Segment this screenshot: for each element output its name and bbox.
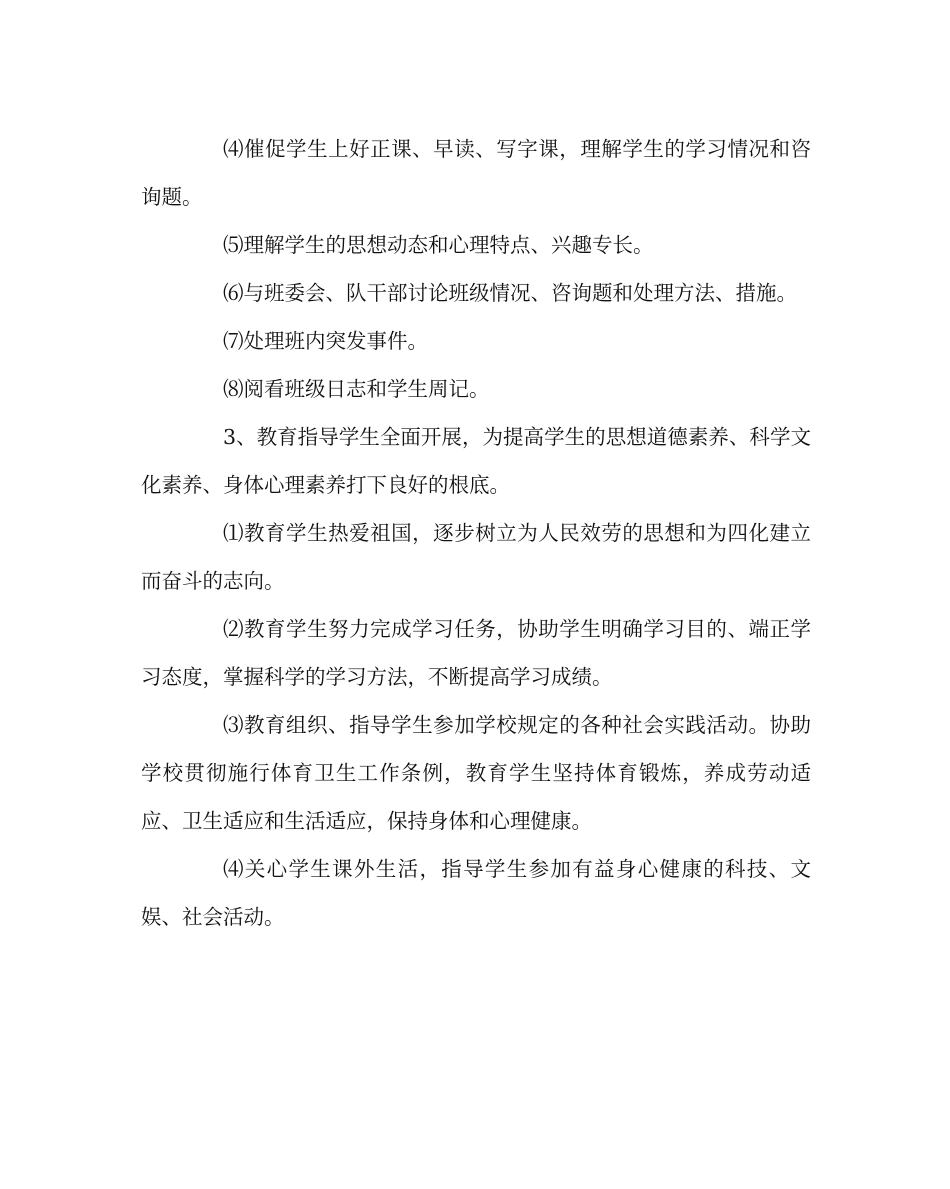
paragraph-item-3-social-practice: ⑶教育组织、指导学生参加学校规定的各种社会实践活动。协助学校贯彻施行体育卫生工作条例，教育学生坚持体育锻炼，养成劳动适应、卫生适应和生活适应，保持身体和心理健康。 [141,713,811,833]
section-heading-3-education-guidance: 3、教育指导学生全面开展，为提高学生的思想道德素养、科学文化素养、身体心理素养打下良好的根底。 [141,425,811,497]
paragraph-item-7-handle-emergencies: ⑺处理班内突发事件。 [223,329,428,353]
paragraph-item-4-extracurricular: ⑷关心学生课外生活，指导学生参加有益身心健康的科技、文娱、社会活动。 [141,857,811,929]
paragraph-item-5-understand-students: ⑸理解学生的思想动态和心理特点、兴趣专长。 [223,233,654,257]
paragraph-item-4-supervise-classes: ⑷催促学生上好正课、早读、写字课，理解学生的学习情况和咨询题。 [141,137,811,209]
paragraph-item-2-study-tasks: ⑵教育学生努力完成学习任务，协助学生明确学习目的、端正学习态度，掌握科学的学习方法，不断提高学习成绩。 [141,617,811,689]
paragraph-item-6-discuss-with-committee: ⑹与班委会、队干部讨论班级情况、咨询题和处理方法、措施。 [223,281,797,305]
paragraph-item-8-read-logs: ⑻阅看班级日志和学生周记。 [223,377,490,401]
paragraph-item-1-patriotism: ⑴教育学生热爱祖国，逐步树立为人民效劳的思想和为四化建立而奋斗的志向。 [141,521,811,593]
document-body [141,125,811,941]
